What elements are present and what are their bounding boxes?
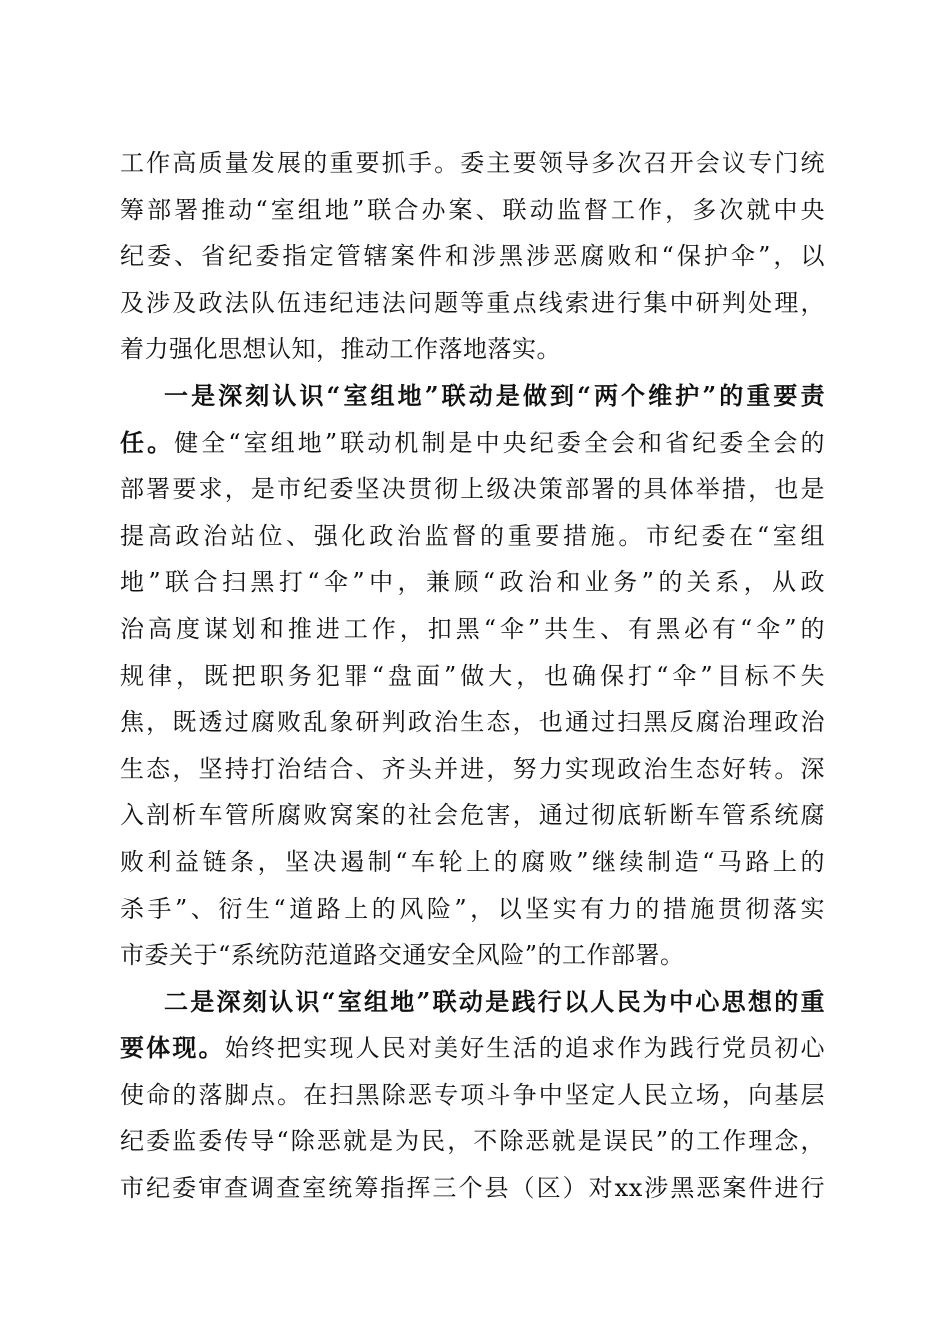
body-line: 杀手”、衍生“道路上的风险”，以坚实有力的措施贯彻落实 — [120, 894, 825, 923]
body-line: 着力强化思想认知，推动工作落地落实。 — [120, 335, 561, 364]
body-line: 纪委监委传导“除恶就是为民，不除恶就是误民”的工作理念， — [120, 1127, 825, 1156]
document-body — [120, 140, 825, 1212]
body-line: 市委关于“系统防范道路交通安全风险”的工作部署。 — [120, 941, 685, 970]
body-line: 使命的落脚点。在扫黑除恶专项斗争中坚定人民立场，向基层 — [120, 1080, 825, 1109]
body-line: 市纪委审查调查室统筹指挥三个县（区）对xx涉黑恶案件进行 — [120, 1174, 825, 1203]
body-line: 及涉及政法队伍违纪违法问题等重点线索进行集中研判处理， — [120, 288, 825, 317]
body-line: 筹部署推动“室组地”联合办案、联动监督工作，多次就中央 — [120, 195, 825, 224]
body-line: 焦，既透过腐败乱象研判政治生态，也通过扫黑反腐治理政治 — [120, 708, 825, 737]
body-text: 始终把实现人民对美好生活的追求作为践行党员初心 — [224, 1034, 826, 1063]
body-line: 败利益链条，坚决遏制“车轮上的腐败”继续制造“马路上的 — [120, 847, 825, 876]
body-line: 部署要求，是市纪委坚决贯彻上级决策部署的具体举措，也是 — [120, 475, 825, 504]
paragraph-one-heading-end: 任。 — [120, 427, 175, 457]
paragraph-two-heading: 二是深刻认识“室组地”联动是践行以人民为中心思想的重 — [164, 986, 825, 1016]
body-line: 纪委、省纪委指定管辖案件和涉黑涉恶腐败和“保护伞”，以 — [120, 242, 825, 271]
body-line: 工作高质量发展的重要抓手。委主要领导多次召开会议专门统 — [120, 149, 825, 177]
body-line — [120, 1025, 825, 1072]
body-line: 治高度谋划和推进工作，扣黑“伞”共生、有黑必有“伞”的 — [120, 614, 825, 643]
paragraph-one-heading: 一是深刻认识“室组地”联动是做到“两个维护”的重要责 — [164, 380, 825, 410]
body-line — [120, 420, 825, 467]
body-line: 入剖析车管所腐败窝案的社会危害，通过彻底斩断车管系统腐 — [120, 801, 825, 830]
body-line: 地”联合扫黑打“伞”中，兼顾“政治和业务”的关系，从政 — [120, 568, 825, 597]
body-line: 生态，坚持打治结合、齐头并进，努力实现政治生态好转。深 — [120, 754, 825, 783]
body-line: 规律，既把职务犯罪“盘面”做大，也确保打“伞”目标不失 — [120, 661, 825, 690]
paragraph-two-heading-end: 要体现。 — [120, 1033, 225, 1063]
body-text: 健全“室组地”联动机制是中央纪委全会和省纪委全会的 — [174, 428, 825, 457]
body-line: 提高政治站位、强化政治监督的重要措施。市纪委在“室组 — [120, 521, 825, 550]
